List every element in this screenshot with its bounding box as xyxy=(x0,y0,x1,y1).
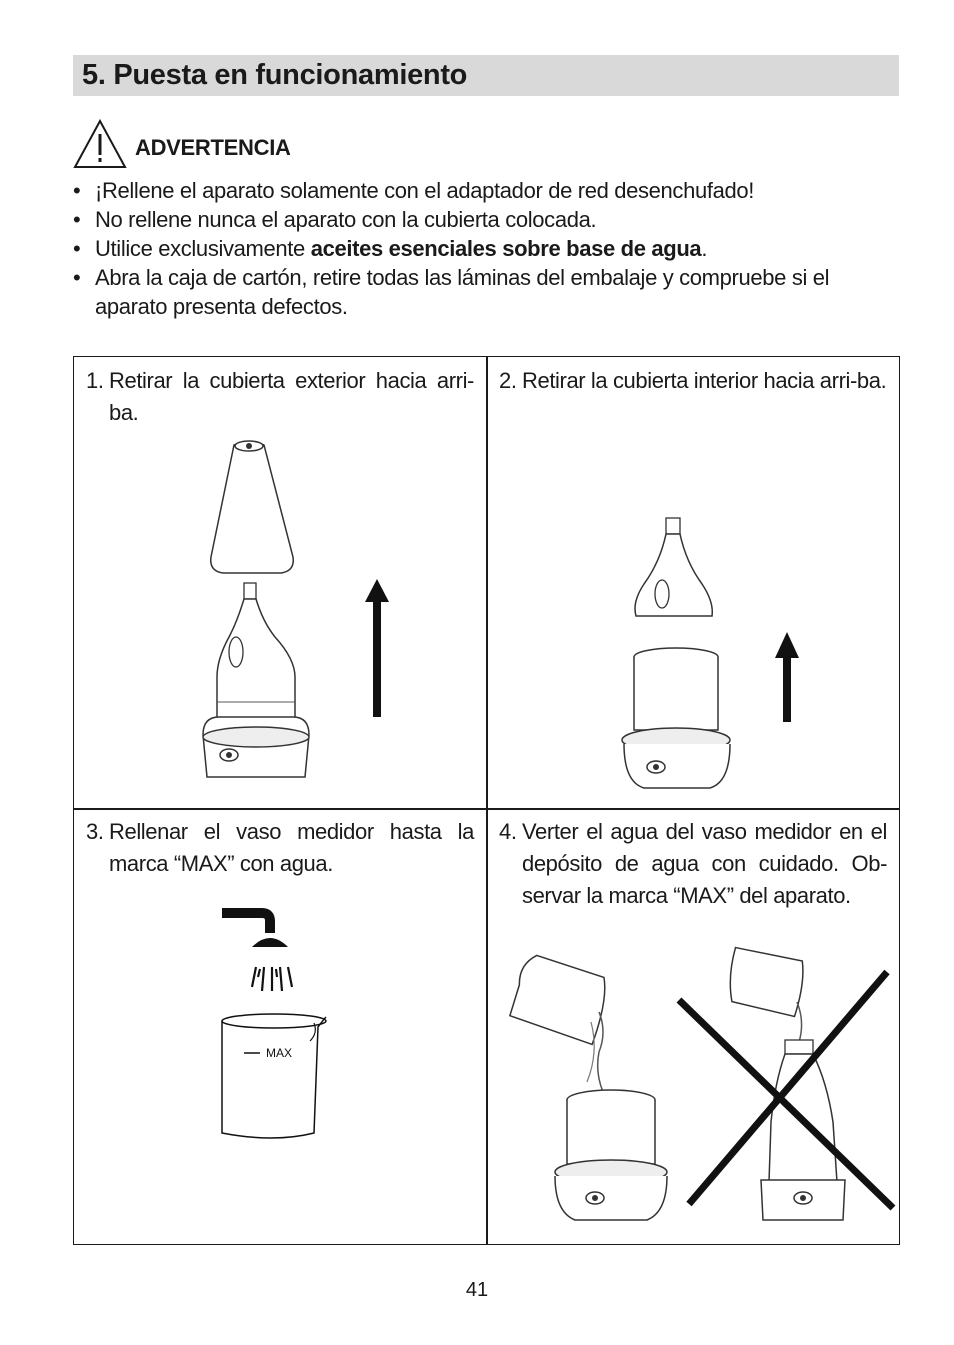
step-number: 3. xyxy=(86,819,104,844)
remove-outer-cover-illustration xyxy=(189,437,429,797)
pour-water-illustration xyxy=(499,942,899,1237)
section-title-bar xyxy=(73,55,899,96)
step-4-text xyxy=(499,816,887,912)
warning-item: • No rellene nunca el aparato con la cubierta colocada. xyxy=(73,205,903,234)
warning-item: • Abra la caja de cartón, retire todas las láminas del embalaje y compruebe si el aparato presenta defectos. xyxy=(73,263,903,321)
bold-emphasis: aceites esenciales sobre base de agua xyxy=(310,236,702,261)
step-description: Rellenar el vaso medidor hasta la marca “MAX” con agua. xyxy=(109,819,474,876)
step-1-text xyxy=(86,365,474,429)
warning-list xyxy=(73,176,903,321)
step-description: Verter el agua del vaso medidor en el depósito de agua con cuidado. Ob-servar la marca “MAX” del aparato. xyxy=(522,819,887,908)
max-mark-label: MAX xyxy=(266,1046,293,1060)
warning-label: ADVERTENCIA xyxy=(135,135,291,160)
warning-triangle-icon xyxy=(73,118,127,170)
grid-divider xyxy=(74,808,899,810)
page-number: 41 xyxy=(465,1279,489,1301)
step-number: 4. xyxy=(499,819,517,844)
section-title: 5. Puesta en funcionamiento xyxy=(82,59,468,91)
step-3-text xyxy=(86,816,474,880)
warning-item: • ¡Rellene el aparato solamente con el adaptador de red desenchufado! xyxy=(73,176,903,205)
step-description: Retirar la cubierta exterior hacia arri-ba. xyxy=(109,368,474,425)
step-number: 1. xyxy=(86,368,104,393)
remove-inner-cover-illustration xyxy=(614,512,854,797)
step-description: Retirar la cubierta interior hacia arri-ba. xyxy=(522,368,887,393)
grid-divider xyxy=(486,357,488,1244)
step-number: 2. xyxy=(499,368,517,393)
steps-grid xyxy=(73,356,900,1245)
step-2-text xyxy=(499,365,887,397)
warning-item: • Utilice exclusivamente aceites esenciales sobre base de agua. xyxy=(73,234,903,263)
fill-measuring-cup-illustration xyxy=(214,907,354,1147)
